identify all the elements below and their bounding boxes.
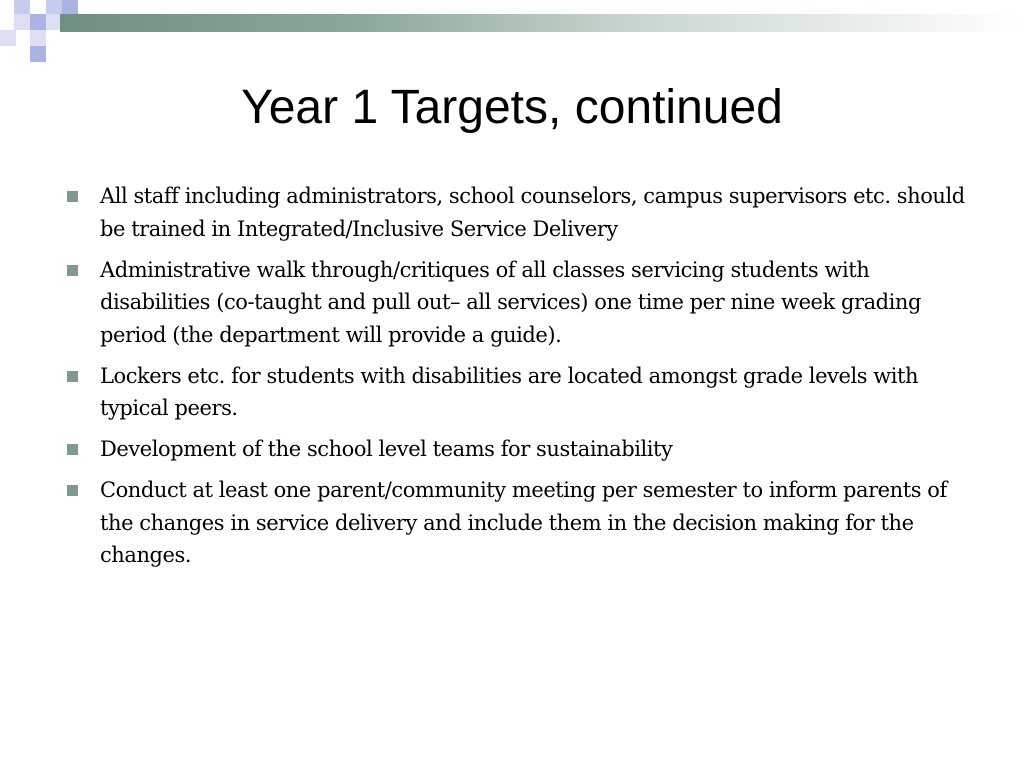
bullet-item: [62, 360, 972, 425]
bullet-text: Development of the school level teams for sustainability: [100, 437, 673, 461]
square-bullet-icon: [67, 191, 78, 202]
decor-square: [14, 14, 30, 30]
bullet-item: [62, 180, 972, 245]
bullet-text: Lockers etc. for students with disabilities are located amongst grade levels with typical peers.: [100, 363, 919, 420]
decor-square: [30, 30, 46, 46]
bullet-item: [62, 254, 972, 352]
square-bullet-icon: [67, 371, 78, 382]
bullet-list: [62, 180, 972, 580]
bullet-text: Conduct at least one parent/community meeting per semester to inform parents of the changes in service delivery and include them in the decision making for the changes.: [100, 478, 947, 567]
bullet-item: [62, 474, 972, 572]
decor-square: [30, 46, 46, 62]
slide-title: Year 1 Targets, continued: [241, 81, 783, 134]
square-bullet-icon: [67, 485, 78, 496]
square-bullet-icon: [67, 265, 78, 276]
square-bullet-icon: [67, 444, 78, 455]
header-band: [60, 14, 1024, 32]
bullet-item: [62, 433, 972, 466]
decor-square: [0, 30, 16, 46]
bullet-text: All staff including administrators, school counselors, campus supervisors etc. should be trained in Integrated/Inclusive Service Delivery: [100, 184, 965, 241]
decor-square: [30, 14, 46, 30]
bullet-text: Administrative walk through/critiques of all classes servicing students with disabilities (co-taught and pull out– all services) one time per nine week grading period (the department will provide a guide).: [100, 257, 922, 347]
